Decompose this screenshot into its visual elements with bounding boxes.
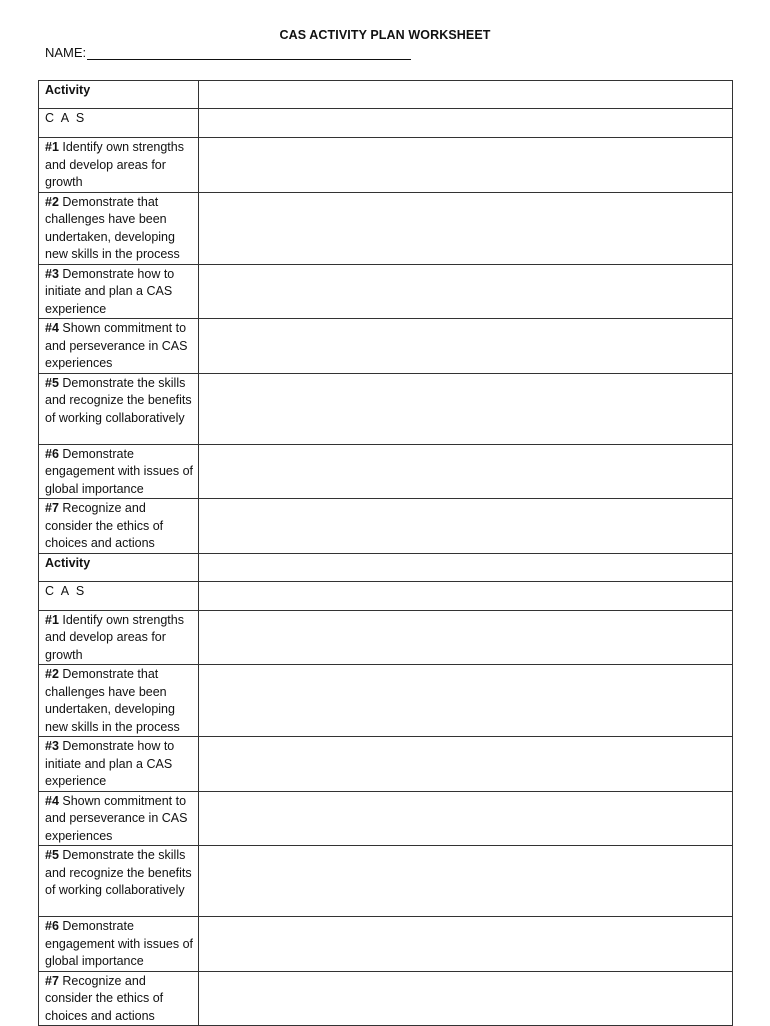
- criterion-entry-cell[interactable]: [199, 846, 733, 917]
- criterion-entry-cell[interactable]: [199, 138, 733, 193]
- criterion-label: [39, 319, 199, 374]
- worksheet-table: [38, 80, 733, 1026]
- cas-row: [39, 109, 733, 138]
- criterion-entry-cell[interactable]: [199, 610, 733, 665]
- criterion-text: Identify own strengths and develop areas for growth: [45, 612, 184, 662]
- criterion-text: Demonstrate that challenges have been undertaken, developing new skills in the process: [45, 667, 180, 734]
- criterion-label: [39, 444, 199, 499]
- criterion-number: #7: [45, 501, 59, 515]
- criterion-text: Identify own strengths and develop areas for growth: [45, 140, 184, 189]
- criterion-entry-cell[interactable]: [199, 499, 733, 554]
- name-blank-line[interactable]: [87, 45, 411, 60]
- criterion-number: #1: [45, 612, 59, 627]
- cas-entry-cell[interactable]: [199, 109, 733, 138]
- criterion-label: [39, 373, 199, 444]
- activity-label: Activity: [39, 81, 199, 109]
- criterion-text: Demonstrate that challenges have been undertaken, developing new skills in the process: [45, 194, 180, 261]
- criterion-number: #6: [45, 919, 59, 933]
- criterion-number: #4: [45, 793, 59, 808]
- criterion-row: [39, 192, 733, 264]
- criterion-row: [39, 373, 733, 444]
- worksheet-title: CAS ACTIVITY PLAN WORKSHEET: [279, 28, 491, 42]
- criterion-label: [39, 499, 199, 554]
- criterion-number: #6: [45, 446, 59, 461]
- cas-entry-cell[interactable]: [199, 581, 733, 610]
- criterion-entry-cell[interactable]: [199, 319, 733, 374]
- criterion-row: [39, 665, 733, 737]
- criterion-entry-cell[interactable]: [199, 373, 733, 444]
- criterion-row: [39, 138, 733, 193]
- criterion-text: Shown commitment to and perseverance in CAS experiences: [45, 321, 188, 370]
- criterion-entry-cell[interactable]: [199, 971, 733, 1026]
- activity-entry-cell[interactable]: [199, 553, 733, 581]
- criterion-number: #7: [45, 973, 59, 988]
- criterion-entry-cell[interactable]: [199, 444, 733, 499]
- cas-label: C A S: [39, 109, 199, 138]
- criterion-text: Demonstrate the skills and recognize the benefits of working collaboratively: [45, 848, 192, 897]
- criterion-number: #2: [45, 194, 59, 209]
- criterion-number: #5: [45, 375, 59, 390]
- criterion-row: [39, 264, 733, 319]
- criterion-text: Demonstrate engagement with issues of global importance: [45, 446, 194, 496]
- criterion-row: [39, 846, 733, 917]
- criterion-number: #1: [45, 140, 59, 154]
- cas-row: [39, 581, 733, 610]
- criterion-row: [39, 319, 733, 374]
- criterion-row: [39, 499, 733, 554]
- criterion-text: Demonstrate how to initiate and plan a CAS experience: [45, 739, 175, 788]
- criterion-label: [39, 192, 199, 264]
- criterion-label: [39, 138, 199, 193]
- criterion-number: #3: [45, 266, 59, 281]
- criterion-label: [39, 264, 199, 319]
- criterion-row: [39, 610, 733, 665]
- activity-row: [39, 553, 733, 581]
- criterion-label: [39, 791, 199, 846]
- criterion-entry-cell[interactable]: [199, 264, 733, 319]
- criterion-text: Demonstrate engagement with issues of global importance: [45, 919, 194, 968]
- name-label: NAME:: [45, 45, 87, 60]
- criterion-label: [39, 917, 199, 972]
- criterion-entry-cell[interactable]: [199, 791, 733, 846]
- criterion-label: [39, 665, 199, 737]
- activity-entry-cell[interactable]: [199, 81, 733, 109]
- criterion-number: #5: [45, 848, 59, 862]
- criterion-label: [39, 737, 199, 792]
- criterion-label: [39, 971, 199, 1026]
- criterion-text: Shown commitment to and perseverance in CAS experiences: [45, 793, 188, 843]
- criterion-entry-cell[interactable]: [199, 737, 733, 792]
- criterion-number: #2: [45, 667, 59, 681]
- criterion-number: #3: [45, 739, 59, 753]
- cas-label: C A S: [39, 581, 199, 610]
- criterion-entry-cell[interactable]: [199, 917, 733, 972]
- criterion-text: Demonstrate the skills and recognize the benefits of working collaboratively: [45, 375, 192, 425]
- criterion-text: Demonstrate how to initiate and plan a CAS experience: [45, 266, 175, 316]
- criterion-label: [39, 610, 199, 665]
- criterion-row: [39, 444, 733, 499]
- criterion-row: [39, 737, 733, 792]
- criterion-number: #4: [45, 321, 59, 335]
- activity-label: Activity: [39, 553, 199, 581]
- criterion-label: [39, 846, 199, 917]
- name-field-row: [45, 45, 411, 60]
- criterion-text: Recognize and consider the ethics of choices and actions: [45, 501, 164, 550]
- activity-row: [39, 81, 733, 109]
- criterion-row: [39, 971, 733, 1026]
- criterion-row: [39, 791, 733, 846]
- criterion-entry-cell[interactable]: [199, 665, 733, 737]
- criterion-entry-cell[interactable]: [199, 192, 733, 264]
- criterion-text: Recognize and consider the ethics of choices and actions: [45, 973, 164, 1023]
- criterion-row: [39, 917, 733, 972]
